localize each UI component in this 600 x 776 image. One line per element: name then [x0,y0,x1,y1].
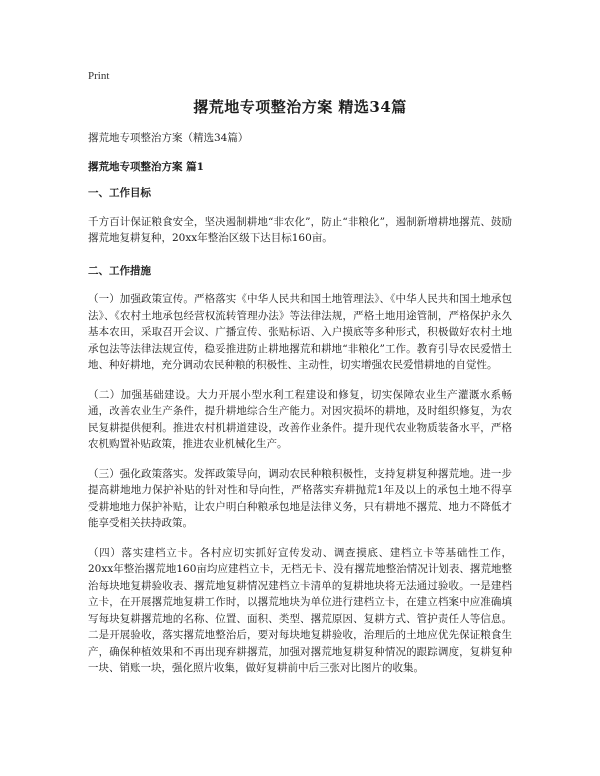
section-heading-goals: 一、工作目标 [88,187,151,199]
article-title: 撂荒地专项整治方案 篇1 [88,160,204,173]
section-heading-measures: 二、工作措施 [88,264,151,277]
document-body [88,130,512,690]
measure-paragraph: （四）落实建档立卡。各村应切实抓好宣传发动、调查摸底、建档立卡等基础性工作，20xx年整治撂荒地160亩均应建档立卡，无档无卡、没有撂荒地整治情况计划表、撂荒地整治每块地复耕验收表、撂荒地复耕情况建档立卡清单的复耕地块将无法通过验收。一是建档立卡，在开展撂荒地复耕工作时，以撂荒地块为单位进行建档立卡，在建立档案中应准确填写每块复耕撂荒地的名称、位置、面积、类型、撂荒原因、复耕方式、管护责任人等信息。二是开展验收，落实撂荒地整治后，要对每块地复耕验收，治理后的土地应优先保证粮食生产，确保种植效果和不再出现弃耕撂荒，加强对撂荒地复耕复种情况的跟踪调度，复耕复种一块、销账一块，强化照片收集，做好复耕前中后三张对比图片的收集。 [88,546,512,674]
measure-paragraph: （三）强化政策落实。发挥政策导向，调动农民种粮积极性，支持复耕复种撂荒地。进一步提高耕地地力保护补贴的针对性和导向性，严格落实弃耕抛荒1年及以上的承包土地不得享受耕地地力保护补贴，让农户明白种粮承包地是法律义务，只有耕地不撂荒、地力不降低才能享受相关扶持政策。 [88,467,512,529]
measure-paragraph: （一）加强政策宣传。严格落实《中华人民共和国土地管理法》、《中华人民共和国土地承包法》、《农村土地承包经营权流转管理办法》等法律法规，严格土地用途管制，严格保护永久基本农田，采取召开会议、广播宣传、张贴标语、入户摸底等多种形式，积极做好农村土地承包法等法律法规宣传，稳妥推进防止耕地撂荒和耕地“非粮化”工作。教育引导农民爱惜土地、种好耕地，充分调动农民种粮的积极性、主动性，切实增强农民爱惜耕地的自觉性。 [88,293,512,371]
document-title: 撂荒地专项整治方案 精选34篇 [193,98,407,116]
measure-paragraph: （二）加强基础建设。大力开展小型水利工程建设和修复，切实保障农业生产灌溉水系畅通，改善农业生产条件，提升耕地综合生产能力。对因灾损坏的耕地，及时组织修复，为农民复耕提供便利。推进农村机耕道建设，改善作业条件。提升现代农业物质装备水平，严格农机购置补贴政策，推进农业机械化生产。 [88,388,512,450]
document-subtitle: 撂荒地专项整治方案（精选34篇） [88,132,249,144]
print-label: Print [88,70,110,82]
section-goals-text: 千方百计保证粮食安全，坚决遏制耕地“非农化”，防止“非粮化”，遏制新增耕地撂荒、鼓励撂荒地复耕复种，20xx年整治区级下达目标160亩。 [88,215,512,244]
